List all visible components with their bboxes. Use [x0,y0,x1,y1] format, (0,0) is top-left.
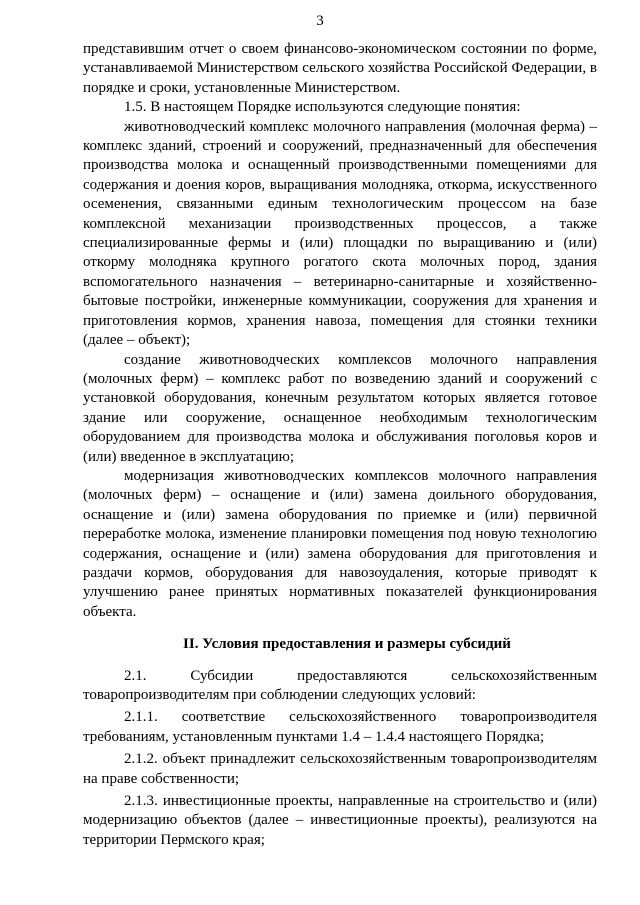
section-title: II. Условия предоставления и размеры субсидий [183,636,511,653]
paragraph-definition-creation: создание животноводческих комплексов молочного направления (молочных ферм) – комплекс работ по возведению зданий и сооружений с установкой оборудования, конечным результатом которых является готовое здание или сооружение, оснащенное необходимым технологическим оборудованием для производства молока и обслуживания поголовья коров и (или) введенное в эксплуатацию; [83,351,597,465]
paragraph-2-1-2: 2.1.2. объект принадлежит сельскохозяйственным товаропроизводителям на праве собственности; [83,751,597,787]
paragraph-continuation: представившим отчет о своем финансово-экономическом состоянии по форме, устанавливаемой Министерством сельского хозяйства Российской Федерации, в порядке и сроки, установленные Министерством. [83,41,597,96]
paragraph-definition-modernization: модернизация животноводческих комплексов молочного направления (молочных ферм) – оснащение и (или) замена доильного оборудования, оснащение и (или) замена оборудования по приемке и (или) первичной переработке молока, изменение планировки помещения под новую технологию содержания, оснащение и (или) замена оборудования для приготовления и раздачи кормов, оборудования для навозоудаления, которые приводят к улучшению ранее принятых нормативных показателей функционирования объекта. [83,467,597,620]
paragraph-definition-farm: животноводческий комплекс молочного направления (молочная ферма) – комплекс зданий, строений и сооружений, предназначенный для обеспечения производства молока и оснащенный производственными помещениями для содержания и доения коров, выращивания молодняка, откорма, искусственного осеменения, связанными единым технологическим процессом на базе комплексной механизации производственных процессов, а также специализированные фермы и (или) площадки по выращиванию и (или) откорму молодняка крупного рогатого скота молочных пород, здания вспомогательного назначения – ветеринарно-санитарные и хозяйственно-бытовые постройки, инженерные коммуникации, сооружения для хранения и приготовления кормов, хранения навоза, помещения для стоянки техники (далее – объект); [83,118,597,349]
document-body [83,40,597,850]
paragraph-2-1: 2.1. Субсидии предоставляются сельскохозяйственным товаропроизводителям при соблюдении следующих условий: [83,667,597,703]
paragraph-2-1-3: 2.1.3. инвестиционные проекты, направленные на строительство и (или) модернизацию объектов (далее – инвестиционные проекты), реализуются на территории Пермского края; [83,793,597,848]
paragraph-definitions-intro: 1.5. В настоящем Порядке используются следующие понятия: [124,99,521,116]
paragraph-2-1-1: 2.1.1. соответствие сельскохозяйственного товаропроизводителя требованиям, установленным пунктами 1.4 – 1.4.4 настоящего Порядка; [83,709,597,745]
page-number: 3 [316,13,324,29]
